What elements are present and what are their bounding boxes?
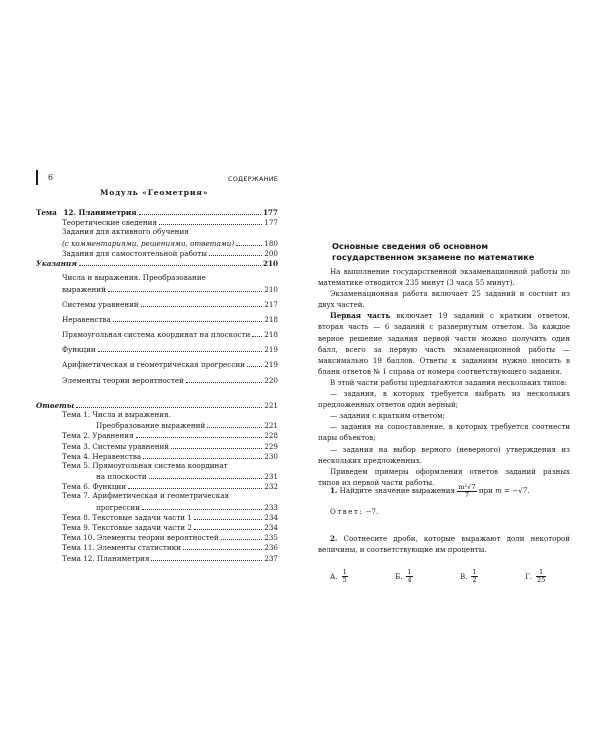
toc-row[interactable]: прогрессии 233 <box>96 502 278 512</box>
toc-row[interactable]: (с комментариями, решениями, ответами) 180 <box>62 238 278 248</box>
paragraph: Первая часть включает 19 заданий с кратким ответом, вторая часть — 6 заданий с развернутым ответом. За каждое верное решение задания первой части можно получить один балл, всего за первую часть экзаменационной работы — максимально 19 баллов. Ответы к заданиям нужно вносить в бланк ответов № 1 справа от номера соответствующего задания. <box>318 311 570 376</box>
toc-row[interactable]: Неравенства 218 <box>62 314 278 324</box>
paragraph: — задания на сопоставление, в которых требуется соотнести пары объектов; <box>318 422 570 443</box>
task-text: Соотнесите дроби, которые выражают доли некоторой величины, и соответствующие им проценты. <box>318 534 570 554</box>
section-title-line: государственном экзамене по математике <box>332 251 535 262</box>
fraction: $\frac{\text{m²√7}}{7}$ <box>458 483 476 499</box>
toc-row-line[interactable]: Числа и выражения. Преобразование <box>62 273 206 283</box>
toc-row[interactable]: Системы уравнений 217 <box>62 299 278 309</box>
toc-row[interactable]: Тема 11. Элементы статистики 236 <box>62 543 278 553</box>
task-2 <box>318 533 570 555</box>
module-title: Модуль «Геометрия» <box>100 188 209 197</box>
body-text <box>318 266 570 488</box>
toc-row[interactable]: Арифметическая и геометрическая прогрессии 219 <box>62 360 278 370</box>
task-number: 1. <box>330 486 338 496</box>
toc-row[interactable]: Функции 219 <box>62 345 278 355</box>
toc-row-line[interactable]: Тема 1. Числа и выражения. <box>62 409 171 419</box>
option-g[interactable]: Г. $\frac{1}{25}$ <box>525 568 546 584</box>
answer-value: −7. <box>365 507 379 517</box>
toc-row[interactable]: Ответы 221 <box>36 400 278 410</box>
header-bar <box>36 170 38 185</box>
paragraph: — задания на выбор верного (неверного) утверждения из нескольких предложенных. <box>318 444 570 465</box>
toc-row[interactable]: Теоретические сведения 177 <box>62 218 278 228</box>
toc-row[interactable]: Тема 3. Системы уравнений 229 <box>62 441 278 451</box>
toc-row[interactable]: Тема 10. Элементы теории вероятностей 235 <box>62 533 278 543</box>
paragraph: В этой части работы предлагаются задания нескольких типов: <box>330 377 568 387</box>
toc-row[interactable]: Тема 2. Уравнения 228 <box>62 431 278 441</box>
task-number: 2. <box>330 534 338 543</box>
toc-row[interactable]: Тема 12. Планиметрия 237 <box>62 553 278 563</box>
page-number: 6 <box>48 173 54 182</box>
toc-row[interactable]: Прямоугольная система координат на плоскости 218 <box>62 330 278 340</box>
task-value: m = −√7. <box>495 486 530 496</box>
paragraph: Экзаменационная работа включает 25 заданий и состоит из двух частей. <box>318 289 570 310</box>
option-b[interactable]: Б. $\frac{1}{4}$ <box>395 568 412 584</box>
answer-label: Ответ: <box>330 507 364 517</box>
toc-row[interactable]: на плоскости 231 <box>96 472 278 482</box>
paragraph: — задания с кратким ответом; <box>330 411 446 421</box>
table-of-contents <box>36 207 278 563</box>
toc-row[interactable]: Тема 12. Планиметрия 177 <box>36 208 278 218</box>
toc-row-line[interactable]: Задания для активного обучения <box>62 227 189 237</box>
toc-row-line[interactable]: Тема 5. Прямоугольная система координат <box>62 460 228 470</box>
toc-row[interactable]: Элементы теории вероятностей 220 <box>62 375 278 385</box>
section-title-line: Основные сведения об основном <box>332 241 489 251</box>
paragraph: Приведем примеры оформления ответов заданий разных типов из первой части работы. <box>318 466 570 487</box>
toc-row[interactable]: Тема 8. Текстовые задачи части 1 234 <box>62 512 278 522</box>
paragraph: — задания, в которых требуется выбрать из нескольких предложенных ответов один верный; <box>318 389 570 410</box>
toc-row[interactable]: Тема 4. Неравенства 230 <box>62 451 278 461</box>
task-text: Найдите значение выражения <box>339 486 455 496</box>
toc-row[interactable]: Тема 6. Функции 232 <box>62 482 278 492</box>
task-1: 1. Найдите значение выражения $\frac{\text{m²√7}}{7}$ при m = −√7. Ответ: −7. <box>330 483 530 517</box>
section-title <box>332 241 562 262</box>
toc-row[interactable]: Задания для самостоятельной работы 200 <box>62 248 278 258</box>
running-title: СОДЕРЖАНИЕ <box>228 175 279 183</box>
answer-options <box>330 569 590 583</box>
toc-row[interactable]: Тема 9. Текстовые задачи части 2 234 <box>62 523 278 533</box>
option-a[interactable]: А. $\frac{1}{5}$ <box>330 568 347 584</box>
toc-row[interactable]: выражений 210 <box>62 284 278 294</box>
toc-row[interactable]: Указания 210 <box>36 259 278 269</box>
toc-row-line[interactable]: Тема 7. Арифметическая и геометрическая <box>62 491 230 501</box>
paragraph: На выполнение государственной экзаменационной работы по математике отводится 235 минут (3 часа 55 минут). <box>318 267 570 288</box>
toc-row[interactable]: Преобразование выражений 221 <box>96 421 278 431</box>
option-v[interactable]: В. $\frac{1}{2}$ <box>460 568 477 584</box>
